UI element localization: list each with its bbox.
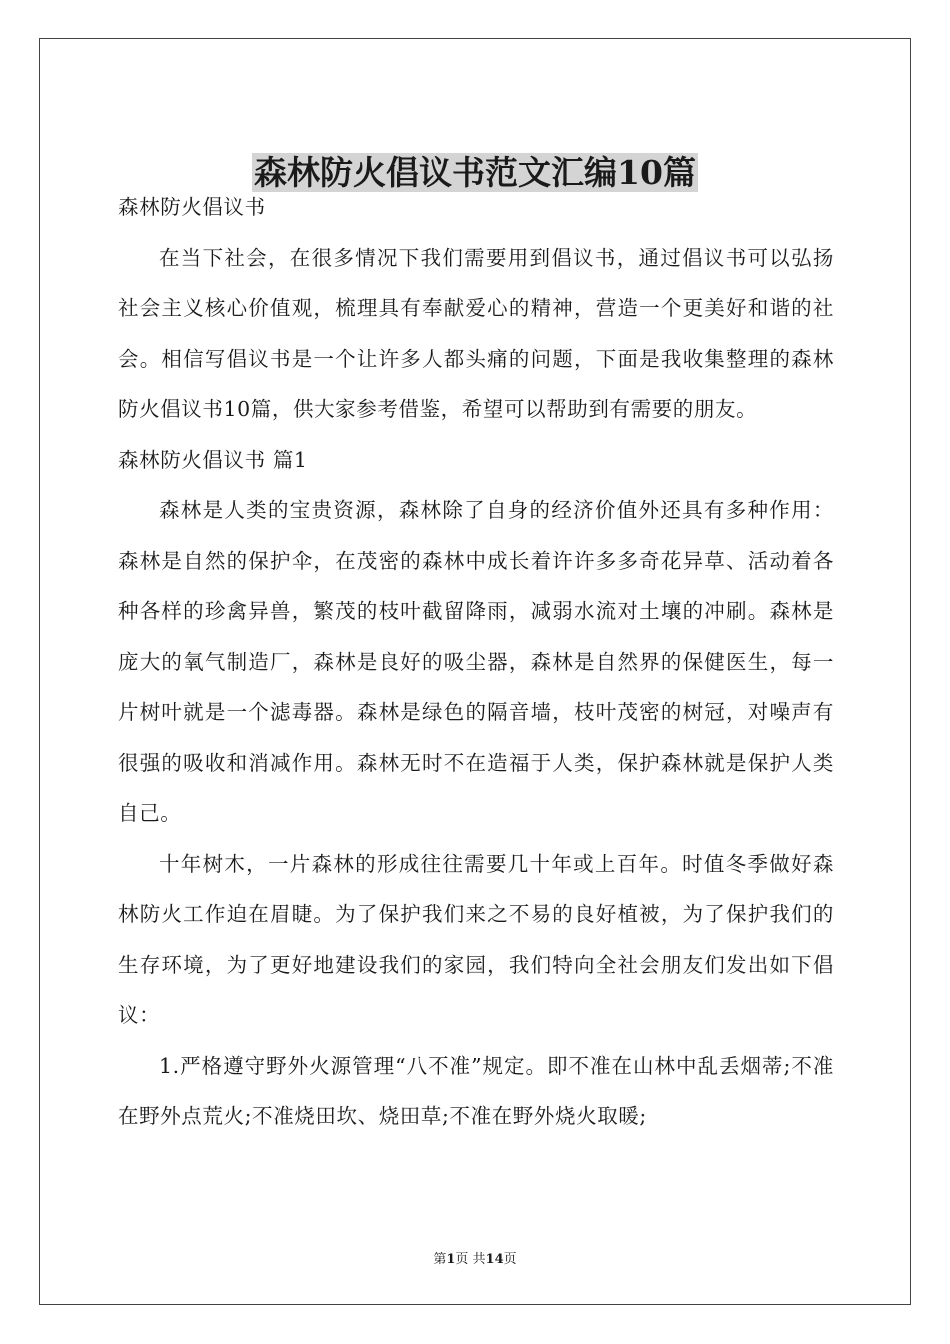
page-prefix: 第 xyxy=(433,1252,447,1267)
intro-paragraph: 在当下社会，在很多情况下我们需要用到倡议书，通过倡议书可以弘扬社会主义核心价值观，梳理具有奉献爱心的精神，营造一个更美好和谐的社会。相信写倡议书是一个让许多人都头痛的问题，下面是我收集整理的森林防火倡议书10篇，供大家参考借鉴，希望可以帮助到有需要的朋友。 xyxy=(118,245,834,421)
page-current: 1 xyxy=(446,1252,456,1267)
section-heading: 森林防火倡议书 篇1 xyxy=(118,447,308,472)
page-footer xyxy=(0,1248,950,1267)
document-subtitle: 森林防火倡议书 xyxy=(118,195,266,219)
body-paragraph: 十年树木，一片森林的形成往往需要几十年或上百年。时值冬季做好森林防火工作迫在眉睫。为了保护我们来之不易的良好植被，为了保护我们的生存环境，为了更好地建设我们的家园，我们特向全社会朋友们发出如下倡议： xyxy=(118,851,834,1027)
document-body xyxy=(118,182,834,1142)
body-paragraph: 森林是人类的宝贵资源，森林除了自身的经济价值外还具有多种作用：森林是自然的保护伞，在茂密的森林中成长着许许多多奇花异草、活动着各种各样的珍禽异兽，繁茂的枝叶截留降雨，减弱水流对土壤的冲刷。森林是庞大的氧气制造厂，森林是良好的吸尘器，森林是自然界的保健医生，每一片树叶就是一个滤毒器。森林是绿色的隔音墙，枝叶茂密的树冠，对噪声有很强的吸收和消减作用。森林无时不在造福于人类，保护森林就是保护人类自己。 xyxy=(118,498,834,825)
document-title-text: 森林防火倡议书范文汇编10篇 xyxy=(254,153,696,193)
page-total: 14 xyxy=(485,1252,504,1267)
page-mid: 页 共 xyxy=(455,1252,486,1267)
page-suffix: 页 xyxy=(503,1252,517,1267)
body-paragraph: 1.严格遵守野外火源管理“八不准”规定。即不准在山林中乱丢烟蒂;不准在野外点荒火;不准烧田坎、烧田草;不准在野外烧火取暖; xyxy=(118,1053,834,1128)
